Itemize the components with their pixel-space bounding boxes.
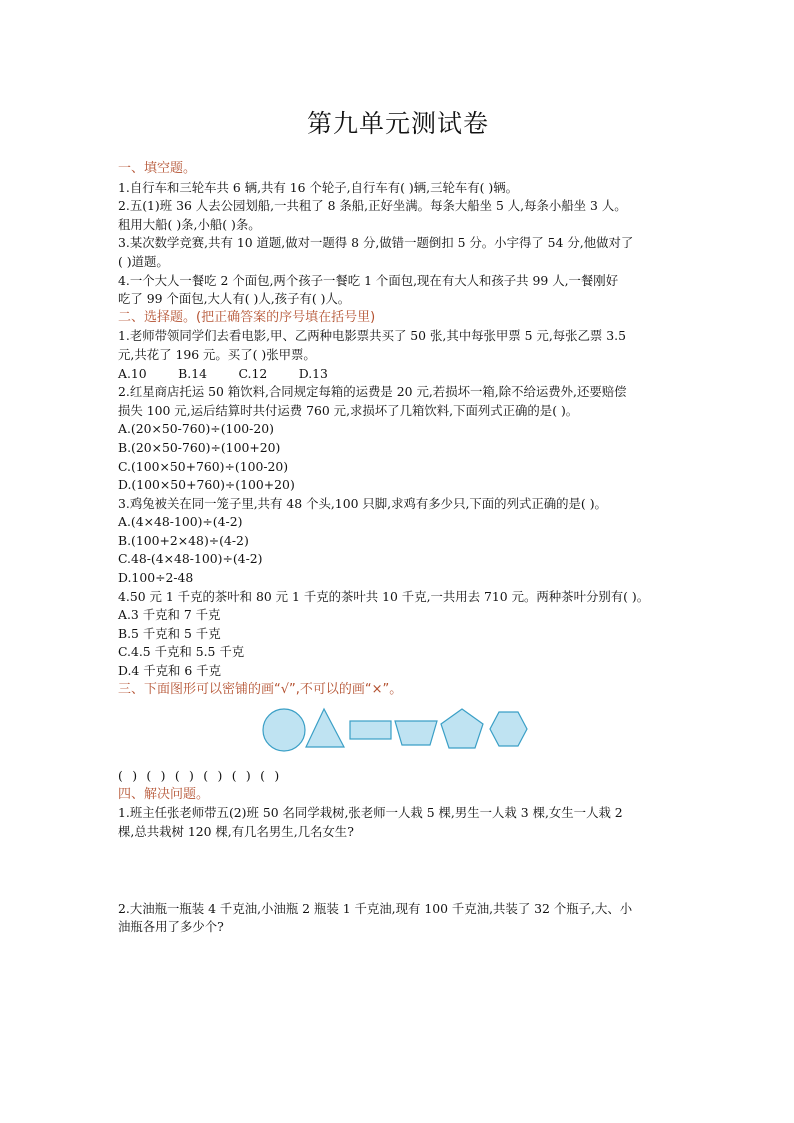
circle-shape bbox=[263, 709, 305, 751]
choice-question-3: 3.鸡兔被关在同一笼子里,共有 48 个头,100 只脚,求鸡有多少只,下面的列式正确的是( )。 bbox=[118, 495, 607, 511]
choice-question-2-option-c: C.(100×50+760)÷(100-20) bbox=[118, 458, 289, 474]
pentagon-shape bbox=[441, 709, 483, 748]
problem-1-line-1: 1.班主任张老师带五(2)班 50 名同学栽树,张老师一人栽 5 棵,男生一人栽 3 棵,女生一人栽 2 bbox=[118, 805, 623, 821]
fill-question-2-line-2: 租用大船( )条,小船( )条。 bbox=[118, 216, 261, 232]
choice-question-4-option-c: C.4.5 千克和 5.5 千克 bbox=[118, 644, 245, 660]
fill-question-1: 1.自行车和三轮车共 6 辆,共有 16 个轮子,自行车有( )辆,三轮车有( )辆。 bbox=[118, 179, 519, 195]
choice-question-4-option-d: D.4 千克和 6 千克 bbox=[118, 663, 221, 679]
fill-question-4-line-2: 吃了 99 个面包,大人有( )人,孩子有( )人。 bbox=[118, 291, 351, 307]
choice-question-1-line-2: 元,共花了 196 元。买了( )张甲票。 bbox=[118, 346, 316, 362]
page-title: 第九单元测试卷 bbox=[306, 109, 489, 138]
worksheet-body bbox=[118, 160, 678, 937]
answer-parentheses-row: ( ) ( ) ( ) ( ) ( ) ( ) bbox=[118, 768, 280, 784]
choice-question-2-option-a: A.(20×50-760)÷(100-20) bbox=[118, 421, 274, 437]
choice-question-2-option-b: B.(20×50-760)÷(100+20) bbox=[118, 439, 281, 455]
choice-question-3-option-b: B.(100+2×48)÷(4-2) bbox=[118, 532, 249, 548]
section-multiple-choice: 二、选择题。(把正确答案的序号填在括号里) bbox=[118, 309, 376, 325]
fill-question-4-line-1: 4.一个大人一餐吃 2 个面包,两个孩子一餐吃 1 个面包,现在有大人和孩子共 99 人,一餐刚好 bbox=[118, 272, 619, 288]
choice-question-2-line-1: 2.红星商店托运 50 箱饮料,合同规定每箱的运费是 20 元,若损坏一箱,除不给运费外,还要赔偿 bbox=[118, 384, 627, 400]
choice-question-4: 4.50 元 1 千克的茶叶和 80 元 1 千克的茶叶共 10 千克,一共用去 710 元。两种茶叶分别有( )。 bbox=[118, 588, 650, 604]
fill-question-3-line-2: ( )道题。 bbox=[118, 253, 169, 269]
choice-question-3-option-a: A.(4×48-100)÷(4-2) bbox=[118, 514, 243, 530]
fill-question-2-line-1: 2.五(1)班 36 人去公园划船,一共租了 8 条船,正好坐满。每条大船坐 5 人,每条小船坐 3 人。 bbox=[118, 198, 627, 214]
choice-question-3-option-d: D.100÷2-48 bbox=[118, 570, 194, 586]
shapes-figure bbox=[262, 707, 532, 753]
choice-question-2-line-2: 损失 100 元,运后结算时共付运费 760 元,求损坏了几箱饮料,下面列式正确的是( )。 bbox=[118, 402, 579, 418]
problem-1-line-2: 棵,总共栽树 120 棵,有几名男生,几名女生? bbox=[118, 824, 354, 839]
rectangle-shape bbox=[350, 721, 391, 739]
choice-question-4-option-b: B.5 千克和 5 千克 bbox=[118, 625, 221, 641]
section-fill-in: 一、填空题。 bbox=[118, 161, 197, 176]
choice-question-1-line-1: 1.老师带领同学们去看电影,甲、乙两种电影票共买了 50 张,其中每张甲票 5 元,每张乙票 3.5 bbox=[118, 328, 626, 344]
trapezoid-shape bbox=[395, 721, 437, 745]
section-problem-solving: 四、解决问题。 bbox=[118, 786, 210, 802]
choice-question-2-option-d: D.(100×50+760)÷(100+20) bbox=[118, 477, 295, 493]
choice-question-4-option-a: A.3 千克和 7 千克 bbox=[118, 607, 221, 623]
problem-2-line-2: 油瓶各用了多少个? bbox=[118, 919, 224, 935]
triangle-shape bbox=[306, 709, 344, 747]
choice-question-3-option-c: C.48-(4×48-100)÷(4-2) bbox=[118, 551, 263, 567]
section-tessellation: 三、下面图形可以密铺的画“√”,不可以的画“×”。 bbox=[118, 681, 403, 697]
answer-space bbox=[118, 842, 678, 900]
fill-question-3-line-1: 3.某次数学竞赛,共有 10 道题,做对一题得 8 分,做错一题倒扣 5 分。小宇得了 54 分,他做对了 bbox=[118, 235, 634, 251]
choice-question-1-options: A.10 B.14 C.12 D.13 bbox=[118, 365, 328, 381]
problem-2-line-1: 2.大油瓶一瓶装 4 千克油,小油瓶 2 瓶装 1 千克油,现有 100 千克油,共装了 32 个瓶子,大、小 bbox=[118, 900, 633, 916]
shape-row bbox=[118, 707, 678, 759]
hexagon-shape bbox=[490, 712, 527, 746]
